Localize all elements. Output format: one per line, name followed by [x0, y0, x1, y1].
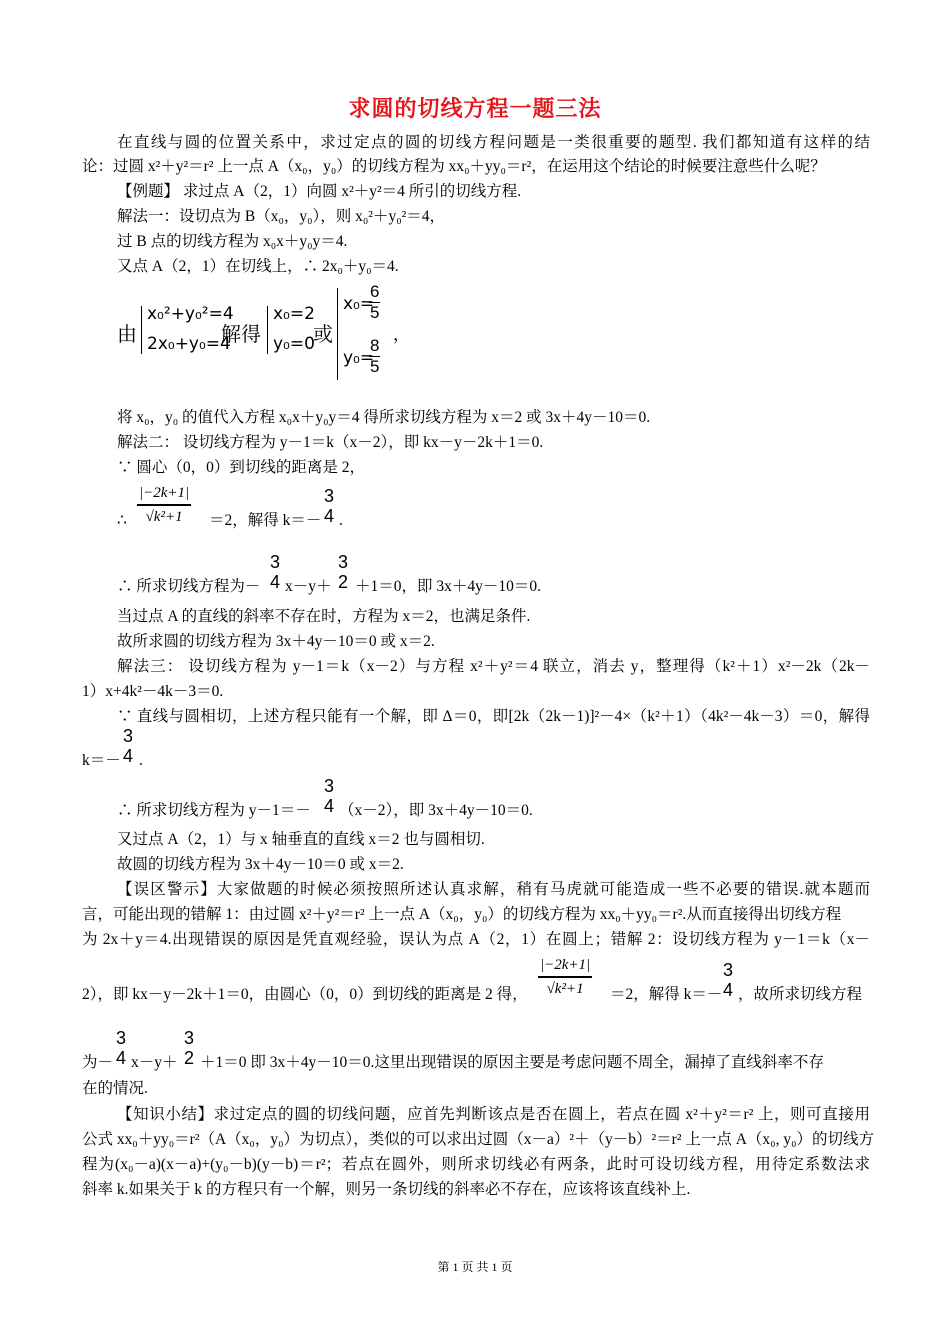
method1-line-3: 又点 A（2，1）在切线上，∴ 2x₀＋y₀＝4.: [117, 258, 399, 275]
text-post: ，故所求切线方程: [738, 986, 863, 1003]
distance-result: ＝2，解得 k＝－: [209, 512, 322, 529]
method2-line-2: ∵ 圆心（0，0）到切线的距离是 2，: [117, 459, 366, 476]
denominator: 4: [123, 746, 134, 766]
fraction-three-quarters: [122, 726, 134, 766]
method2-line-1: 解法二： 设切线方程为 y－1＝k（x－2），即 kx－y－2k＋1＝0.: [117, 434, 544, 451]
sys-x0: x₀=: [343, 294, 375, 314]
period: .: [139, 752, 143, 769]
text-mid: x－y＋: [285, 578, 332, 595]
warning-distance-line: [82, 954, 870, 1006]
numerator: 3: [270, 552, 281, 572]
text-pre: k＝－: [82, 752, 121, 769]
denominator: 4: [270, 572, 281, 592]
denominator: 4: [723, 980, 734, 1000]
distance-fraction: [137, 482, 191, 528]
sys-comma: ，: [393, 325, 410, 345]
sys-you: 由: [117, 322, 137, 346]
period: .: [339, 512, 343, 529]
summary-line-3: 程为(x₀－a)(x－a)+(y₀－b)(y－b)＝r²；若点在圆外，则所求切线必有两条，此时可设切线方程，用待定系数法求: [82, 1156, 870, 1173]
fraction-three-halves: [183, 1028, 195, 1068]
fraction-three-quarters: [323, 486, 335, 526]
intro-line-1: 在直线与圆的位置关系中，求过定点的圆的切线方程问题是一类很重要的题型. 我们都知道有这样的结: [117, 134, 870, 151]
method3-line-3: ∵ 直线与圆相切，上述方程只能有一个解，即 Δ＝0，即[2k（2k－1)]²－4×（k²＋1）（4k²－4k－3）＝0，解得: [117, 708, 870, 725]
left-brace: [141, 306, 142, 354]
method3-line-7: 故圆的切线方程为 3x＋4y－10＝0 或 x＝2.: [117, 856, 404, 873]
summary-line-1: 【知识小结】求过定点的圆的切线问题，应首先判断该点是否在圆上，若点在圆 x²＋y²＝r² 上，则可直接用: [117, 1106, 870, 1123]
denominator: 4: [116, 1048, 127, 1068]
method1-line-2: 过 B 点的切线方程为 x₀x＋y₀y＝4.: [117, 233, 348, 250]
numerator: |−2k+1|: [538, 954, 592, 978]
warning-line-1: 【误区警示】大家做题的时候必须按照所述认真求解，稍有马虎就可能造成一些不必要的错误.就本题而: [117, 881, 870, 898]
fraction-six-fifths: [369, 282, 380, 323]
numerator: 3: [123, 726, 134, 746]
text-pre: 2），即 kx－y－2k＋1＝0，由圆心（0，0）到切线的距离是 2 得，: [82, 986, 528, 1003]
denominator: 4: [324, 506, 335, 526]
fraction-three-quarters: [323, 776, 335, 816]
method2-line-6: 故所求圆的切线方程为 3x＋4y－10＝0 或 x＝2.: [117, 633, 435, 650]
denominator: 2: [184, 1048, 195, 1068]
denominator: √k²+1: [145, 509, 183, 525]
example-statement: 【例题】 求过点 A（2，1）向圆 x²＋y²＝4 所引的切线方程.: [117, 183, 522, 200]
middle-brace: [267, 306, 268, 354]
fraction-three-quarters: [115, 1028, 127, 1068]
sys-sol-2: y₀=0: [273, 334, 315, 354]
warning-line-2: 言，可能出现的错解 1：由过圆 x²＋y²＝r² 上一点 A（x₀，y₀）的切线方程为 xx₀＋yy₀＝r².从而直接得出切线方程: [82, 906, 842, 923]
warning-tangent-line: [82, 1028, 870, 1072]
method2-distance-line: [117, 482, 870, 530]
numerator: 3: [184, 1028, 195, 1048]
intro-line-2: 论：过圆 x²＋y²＝r² 上一点 A（x₀，y₀）的切线方程为 xx₀＋yy₀＝r²，在运用这个结论的时候要注意些什么呢？: [82, 158, 826, 175]
text-mid: x－y＋: [131, 1054, 178, 1071]
sys-eq-2: 2x₀+y₀=4: [147, 334, 231, 354]
method1-line-4: 将 x₀，y₀ 的值代入方程 x₀x＋y₀y＝4 得所求切线方程为 x＝2 或 3x＋4y－10＝0.: [117, 409, 651, 426]
page-footer: 第 1 页 共 1 页: [437, 1260, 513, 1274]
page-title: 求圆的切线方程一题三法: [348, 97, 602, 122]
fraction-three-quarters: [722, 960, 734, 1000]
sys-y0: y₀=: [343, 348, 375, 368]
text-pre: ∴ 所求切线方程为－: [117, 578, 261, 595]
method2-tangent-line: [117, 552, 870, 596]
method3-line-6: 又过点 A（2，1）与 x 轴垂直的直线 x＝2 也与圆相切.: [117, 831, 485, 848]
therefore-symbol: ∴: [117, 512, 127, 529]
sys-huo: 或: [313, 322, 333, 346]
method3-k-line: [82, 726, 870, 770]
distance-fraction: [538, 954, 592, 1000]
fraction-eight-fifths: [369, 336, 380, 377]
method3-line-2: 1）x+4k²－4k－3＝0.: [82, 683, 224, 700]
denominator: 2: [338, 572, 349, 592]
warning-line-3: 为 2x＋y＝4.出现错误的原因是凭直观经验，误认为点 A（2，1）在圆上；错解 2：设切线方程为 y－1＝k（x－: [82, 931, 870, 948]
denominator: 5: [370, 303, 380, 322]
text-pre: 为－: [82, 1054, 114, 1071]
fraction-three-quarters: [269, 552, 281, 592]
summary-line-4: 斜率 k.如果关于 k 的方程只有一个解，则另一条切线的斜率必不存在，应该将该直线补上.: [82, 1181, 691, 1198]
denominator: 5: [370, 357, 380, 376]
sys-eq-1: x₀²+y₀²=4: [147, 304, 234, 324]
text-post: ＋1＝0，即 3x＋4y－10＝0.: [355, 578, 542, 595]
text-post: ＋1＝0 即 3x＋4y－10＝0.这里出现错误的原因主要是考虑问题不周全，漏掉了直线斜率不存: [200, 1054, 824, 1071]
sys-jiede: 解得: [221, 322, 261, 346]
right-brace: [337, 288, 338, 380]
warning-line-6: 在的情况.: [82, 1080, 148, 1097]
numerator: 3: [324, 486, 335, 506]
numerator: 6: [370, 282, 380, 301]
method1-line-1: 解法一：设切点为 B（x₀，y₀），则 x₀²＋y₀²＝4，: [117, 208, 445, 225]
numerator: 3: [338, 552, 349, 572]
method2-line-5: 当过点 A 的直线的斜率不存在时，方程为 x＝2，也满足条件.: [117, 608, 531, 625]
denominator: 4: [324, 796, 335, 816]
fraction-three-halves: [337, 552, 349, 592]
numerator: 8: [370, 336, 380, 355]
equation-system: [117, 282, 417, 380]
sys-sol-1: x₀=2: [273, 304, 315, 324]
numerator: 3: [324, 776, 335, 796]
method3-tangent-line: [117, 776, 870, 820]
text-pre: ∴ 所求切线方程为 y－1＝－: [117, 802, 311, 819]
numerator: |−2k+1|: [137, 482, 191, 506]
numerator: 3: [723, 960, 734, 980]
denominator: √k²+1: [546, 981, 584, 997]
summary-line-2: 公式 xx₀＋yy₀＝r²（A（x₀，y₀）为切点），类似的可以求出过圆（x－a）²＋（y－b）²＝r² 上一点 A（x₀, y₀）的切线方: [82, 1131, 874, 1148]
method3-line-1: 解法三： 设切线方程为 y－1＝k（x－2）与方程 x²＋y²＝4 联立，消去 y，整理得（k²＋1）x²－2k（2k－: [117, 658, 870, 675]
numerator: 3: [116, 1028, 127, 1048]
text-post: （x－2），即 3x＋4y－10＝0.: [339, 802, 533, 819]
text-mid: ＝2，解得 k＝－: [610, 986, 723, 1003]
